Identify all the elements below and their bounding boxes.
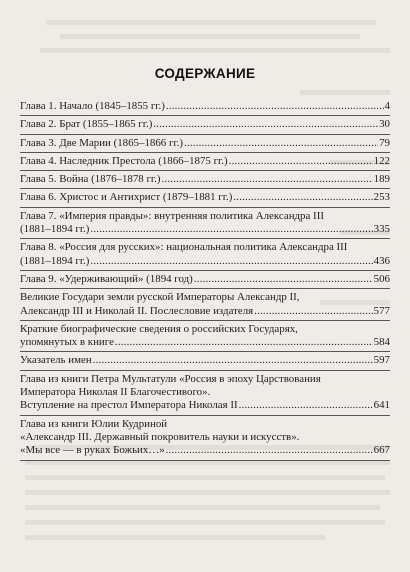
toc-entry-row bbox=[20, 305, 390, 318]
page-number: 577 bbox=[373, 304, 390, 317]
page-number: 122 bbox=[373, 154, 390, 167]
page-number: 506 bbox=[373, 272, 390, 285]
toc-entry-text: Глава 1. Начало (1845–1855 гг.) bbox=[20, 100, 165, 112]
entry-divider bbox=[20, 188, 390, 189]
toc-entry bbox=[20, 155, 390, 171]
toc-entry-text: Великие Государи земли русской Императоры Александр II, bbox=[20, 291, 300, 304]
toc-entry-text: Императора Николая II Благочестивого». bbox=[20, 386, 211, 399]
toc-entry-row bbox=[20, 173, 390, 186]
dot-leader bbox=[229, 155, 373, 168]
toc-entry bbox=[20, 137, 390, 153]
dot-leader bbox=[254, 305, 373, 318]
page-number: 189 bbox=[373, 173, 390, 186]
toc-entry-row bbox=[20, 255, 390, 268]
dot-leader bbox=[153, 118, 378, 131]
entry-divider bbox=[20, 170, 390, 171]
table-of-contents bbox=[20, 100, 390, 462]
page-number: 30 bbox=[379, 118, 390, 131]
toc-entry bbox=[20, 323, 390, 353]
toc-entry-text: (1881–1894 гг.) bbox=[20, 254, 90, 267]
entry-divider bbox=[20, 238, 390, 239]
toc-entry bbox=[20, 418, 390, 461]
entry-divider bbox=[20, 288, 390, 289]
dot-leader bbox=[162, 173, 373, 186]
toc-entry-text: Глава 4. Наследник Престола (1866–1875 гг.) bbox=[20, 154, 228, 167]
toc-entry-row bbox=[20, 336, 390, 349]
page-number: 253 bbox=[373, 191, 390, 204]
toc-entry-row bbox=[20, 137, 390, 150]
toc-entry-text: «Александр III. Державный покровитель науки и искусств». bbox=[20, 430, 300, 443]
toc-entry bbox=[20, 273, 390, 289]
entry-divider bbox=[20, 460, 390, 461]
entry-divider bbox=[20, 370, 390, 371]
page-number: 335 bbox=[373, 223, 390, 236]
entry-divider bbox=[20, 152, 390, 153]
toc-entry-row bbox=[20, 223, 390, 236]
dot-leader bbox=[90, 223, 372, 236]
toc-entry-text: Глава 7. «Империя правды»: внутренняя политика Александра III bbox=[20, 209, 324, 222]
dot-leader bbox=[184, 137, 378, 150]
toc-entry-row bbox=[20, 191, 390, 204]
toc-entry-text: Глава 2. Брат (1855–1865 гг.) bbox=[20, 118, 153, 131]
toc-entry-text: Глава из книги Петра Мультатули «Россия в эпоху Царствования bbox=[20, 372, 321, 385]
toc-entry-text: Глава 9. «Удерживающий» (1894 год) bbox=[20, 272, 193, 285]
toc-entry-text: Вступление на престол Императора Николая II bbox=[20, 399, 238, 412]
dot-leader bbox=[233, 191, 372, 204]
toc-entry-text: Александр III и Николай II. Послесловие издателя bbox=[20, 304, 254, 317]
toc-entry-text: Краткие биографические сведения о российских Государях, bbox=[20, 322, 298, 335]
toc-entry-row bbox=[20, 118, 390, 131]
toc-entry-text: Глава 8. «Россия для русских»: национальная политика Александра III bbox=[20, 241, 348, 254]
toc-entry-text: (1881–1894 гг.) bbox=[20, 223, 90, 236]
page-number: 584 bbox=[373, 336, 390, 349]
toc-entry bbox=[20, 191, 390, 207]
toc-entry-text: Глава из книги Юлии Кудриной bbox=[20, 417, 168, 430]
dot-leader bbox=[166, 444, 373, 457]
entry-divider bbox=[20, 134, 390, 135]
toc-entry bbox=[20, 100, 390, 116]
dot-leader bbox=[166, 100, 384, 113]
entry-divider bbox=[20, 351, 390, 352]
toc-entry-text: Глава 5. Война (1876–1878 гг.) bbox=[20, 173, 161, 186]
toc-entry bbox=[20, 118, 390, 134]
entry-divider bbox=[20, 207, 390, 208]
toc-entry bbox=[20, 241, 390, 271]
dot-leader bbox=[194, 273, 373, 286]
toc-entry-text: «Мы все — в руках Божьих…» bbox=[20, 444, 165, 457]
page-number: 79 bbox=[379, 136, 390, 149]
toc-entry bbox=[20, 354, 390, 370]
page-number: 436 bbox=[373, 254, 390, 267]
page-number: 641 bbox=[373, 399, 390, 412]
entry-divider bbox=[20, 320, 390, 321]
toc-entry-row bbox=[20, 444, 390, 457]
toc-entry-row bbox=[20, 354, 390, 367]
page-number: 597 bbox=[373, 354, 390, 367]
dot-leader bbox=[93, 354, 373, 367]
toc-entry-row bbox=[20, 100, 390, 113]
toc-entry-row bbox=[20, 155, 390, 168]
dot-leader bbox=[239, 399, 373, 412]
entry-divider bbox=[20, 270, 390, 271]
toc-title: СОДЕРЖАНИЕ bbox=[154, 66, 256, 81]
toc-entry bbox=[20, 291, 390, 321]
toc-entry-text: Указатель имен bbox=[20, 354, 92, 367]
toc-entry-text: упомянутых в книге bbox=[20, 336, 114, 349]
entry-divider bbox=[20, 415, 390, 416]
toc-entry-row bbox=[20, 273, 390, 286]
page-number: 4 bbox=[384, 100, 390, 112]
toc-entry bbox=[20, 373, 390, 416]
dot-leader bbox=[90, 255, 372, 268]
toc-entry-text: Глава 3. Две Марии (1865–1866 гг.) bbox=[20, 136, 184, 149]
entry-divider bbox=[20, 115, 390, 116]
page-number: 667 bbox=[373, 444, 390, 457]
toc-entry-row bbox=[20, 399, 390, 412]
dot-leader bbox=[115, 336, 373, 349]
toc-entry-text: Глава 6. Христос и Антихрист (1879–1881 гг.) bbox=[20, 191, 233, 204]
toc-entry bbox=[20, 173, 390, 189]
toc-entry bbox=[20, 210, 390, 240]
